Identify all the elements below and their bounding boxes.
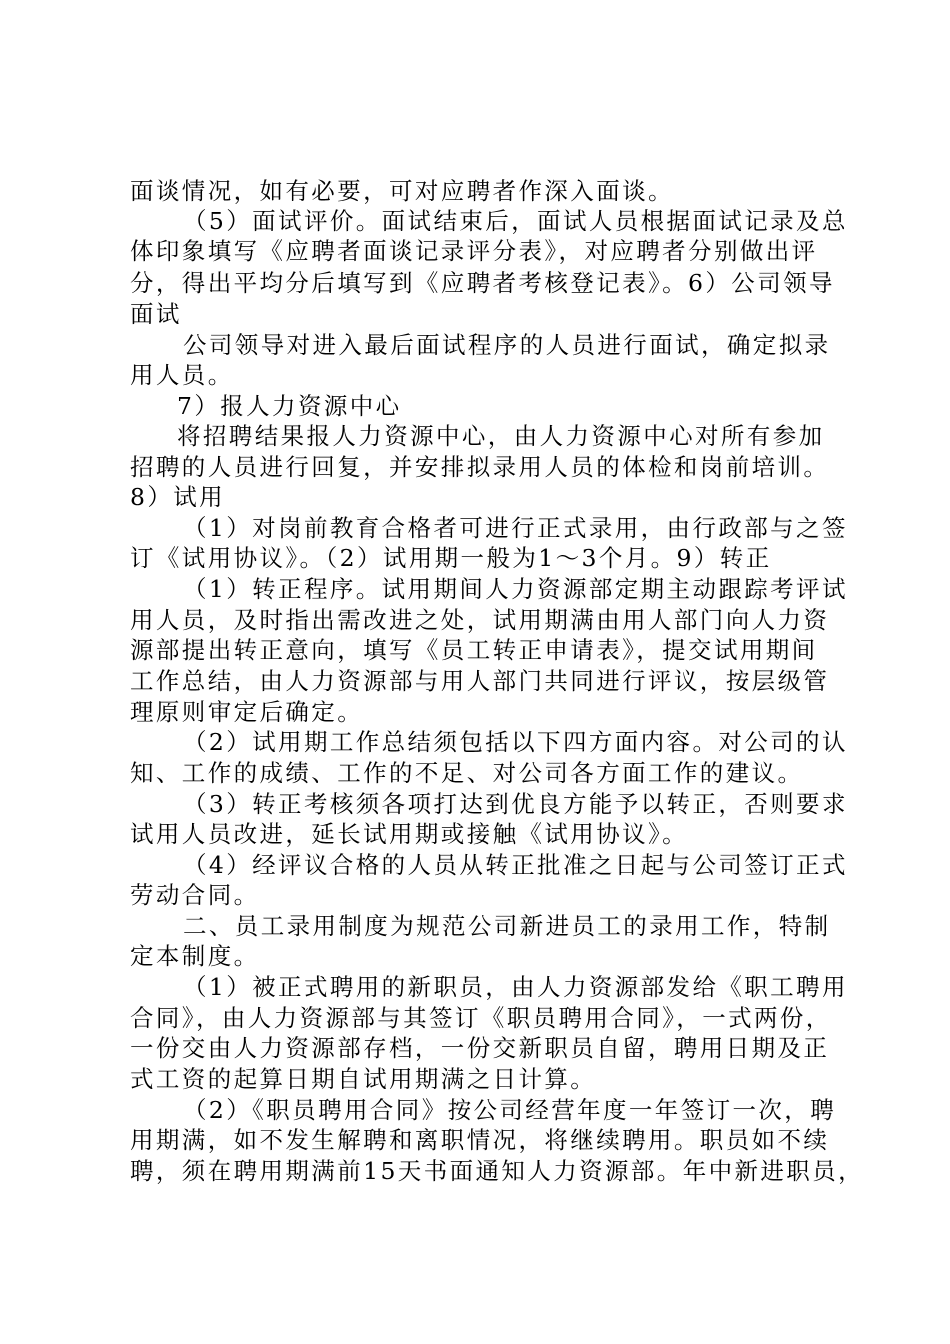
text-line: 订《试用协议》。（2）试用期一般为1～3个月。9）转正 — [130, 544, 772, 572]
text-line: （1）被正式聘用的新职员，由人力资源部发给《职工聘用 — [183, 973, 848, 1001]
text-line: 聘，须在聘用期满前15天书面通知人力资源部。年中新进职员， — [130, 1157, 865, 1185]
text-line: 用人员，及时指出需改进之处，试用期满由用人部门向人力资 — [130, 606, 830, 634]
text-line: （2）试用期工作总结须包括以下四方面内容。对公司的认 — [183, 728, 848, 756]
text-line: 知、工作的成绩、工作的不足、对公司各方面工作的建议。 — [130, 759, 804, 787]
text-line: 用期满，如不发生解聘和离职情况，将继续聘用。职员如不续 — [130, 1126, 830, 1154]
text-line: 体印象填写《应聘者面谈记录评分表》，对应聘者分别做出评 — [130, 237, 818, 265]
text-line: 式工资的起算日期自试用期满之日计算。 — [130, 1065, 597, 1093]
text-line: （3）转正考核须各项打达到优良方能予以转正，否则要求 — [183, 790, 848, 818]
text-line: 面谈情况，如有必要，可对应聘者作深入面谈。 — [130, 177, 674, 205]
text-line: （4）经评议合格的人员从转正批准之日起与公司签订正式 — [183, 851, 848, 879]
text-line: 试用人员改进，延长试用期或接触《试用协议》。 — [130, 820, 689, 848]
text-line: 定本制度。 — [130, 942, 260, 970]
text-line: （1）对岗前教育合格者可进行正式录用，由行政部与之签 — [183, 514, 848, 542]
text-line: 8）试用 — [130, 483, 226, 511]
text-line: 源部提出转正意向，填写《员工转正申请表》，提交试用期间 — [130, 636, 818, 664]
text-line: （1）转正程序。试用期间人力资源部定期主动跟踪考评试 — [183, 575, 848, 603]
text-line: 分，得出平均分后填写到《应聘者考核登记表》。6）公司领导 — [130, 269, 835, 297]
text-line: 二、员工录用制度为规范公司新进员工的录用工作，特制 — [183, 912, 831, 940]
text-line: 将招聘结果报人力资源中心，由人力资源中心对所有参加 — [177, 422, 825, 450]
text-line: 用人员。 — [130, 361, 234, 389]
text-line: 面试 — [130, 300, 182, 328]
text-line: 招聘的人员进行回复，并安排拟录用人员的体检和岗前培训。 — [130, 453, 830, 481]
text-line: 7）报人力资源中心 — [177, 392, 402, 420]
text-line: 公司领导对进入最后面试程序的人员进行面试，确定拟录 — [183, 331, 831, 359]
text-line: 一份交由人力资源部存档，一份交新职员自留，聘用日期及正 — [130, 1034, 830, 1062]
text-line: （5）面试评价。面试结束后，面试人员根据面试记录及总 — [183, 207, 848, 235]
text-line: （2）《职员聘用合同》按公司经营年度一年签订一次，聘 — [183, 1096, 837, 1124]
text-line: 合同》，由人力资源部与其签订《职员聘用合同》，一式两份， — [130, 1004, 832, 1032]
text-line: 理原则审定后确定。 — [130, 698, 364, 726]
text-line: 劳动合同。 — [130, 881, 260, 909]
text-line: 工作总结，由人力资源部与用人部门共同进行评议，按层级管 — [130, 667, 830, 695]
